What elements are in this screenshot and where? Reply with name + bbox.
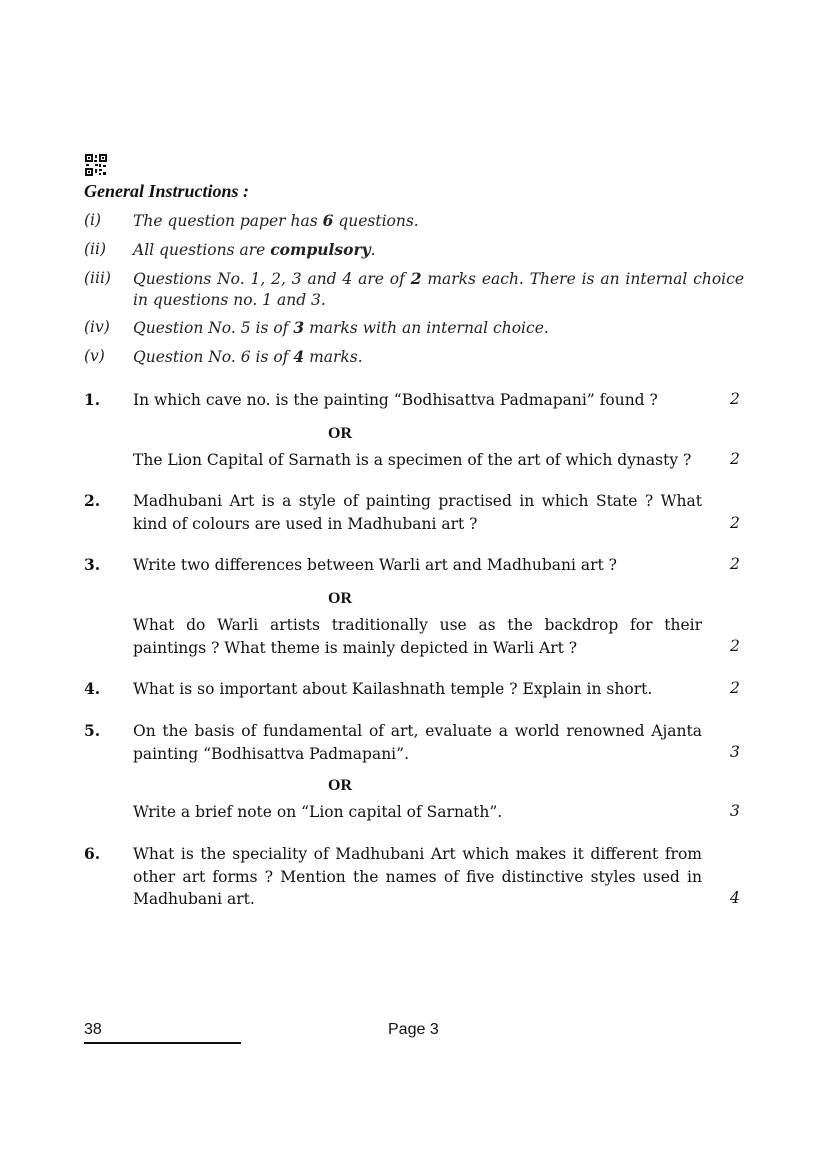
or-label: OR xyxy=(328,425,352,442)
question-text: Write two differences between Warli art and Madhubani art ? xyxy=(133,556,617,574)
instruction-number: (v) xyxy=(84,347,105,365)
instruction-item: (ii) All questions are compulsory. xyxy=(84,240,376,259)
or-label: OR xyxy=(328,590,352,607)
instruction-number: (iii) xyxy=(84,269,111,287)
page-number: Page 3 xyxy=(388,1021,439,1038)
question-1-alternative-marks: 2 xyxy=(730,450,740,468)
question-1-marks: 2 xyxy=(730,390,740,408)
question-1-alternative xyxy=(84,449,744,472)
instruction-item: (i) The question paper has 6 questions. xyxy=(84,211,419,230)
question-3-alternative xyxy=(84,614,744,659)
question-5-alternative-marks: 3 xyxy=(730,802,740,820)
qr-code-icon xyxy=(85,154,107,176)
footer-divider xyxy=(84,1042,241,1044)
question-text: What is so important about Kailashnath temple ? Explain in short. xyxy=(133,680,653,698)
question-4-marks: 2 xyxy=(730,679,740,697)
instruction-item: (iv) Question No. 5 is of 3 marks with an internal choice. xyxy=(84,318,549,337)
question-number: 4. xyxy=(84,679,101,698)
question-number: 5. xyxy=(84,721,101,740)
question-number: 2. xyxy=(84,491,101,510)
instruction-number: (iv) xyxy=(84,318,110,336)
question-text: Madhubani Art is a style of painting practised in which State ? What kind of colours are used in Madhubani art ? xyxy=(133,492,702,533)
question-3-marks: 2 xyxy=(730,555,740,573)
or-label: OR xyxy=(328,777,352,794)
question-2-marks: 2 xyxy=(730,514,740,532)
question-1 xyxy=(84,389,744,412)
question-text: What is the speciality of Madhubani Art which makes it different from other art forms ? Mention the names of five distinctive styles used in Madhubani art. xyxy=(133,845,702,908)
question-4 xyxy=(84,678,744,701)
question-number: 1. xyxy=(84,390,101,409)
question-2 xyxy=(84,490,744,535)
question-5 xyxy=(84,720,744,765)
question-6 xyxy=(84,843,744,911)
general-instructions-title: General Instructions : xyxy=(84,181,250,201)
question-5-marks: 3 xyxy=(730,743,740,761)
question-number: 6. xyxy=(84,844,101,863)
instruction-number: (i) xyxy=(84,211,102,229)
question-text: The Lion Capital of Sarnath is a specimen of the art of which dynasty ? xyxy=(133,451,692,469)
question-text: What do Warli artists traditionally use as the backdrop for their paintings ? What theme is mainly depicted in Warli Art ? xyxy=(133,616,702,657)
instructions-list xyxy=(84,210,744,375)
question-text: In which cave no. is the painting “Bodhisattva Padmapani” found ? xyxy=(133,391,658,409)
instruction-item: (v) Question No. 6 is of 4 marks. xyxy=(84,347,363,366)
question-5-alternative xyxy=(84,801,744,824)
question-number: 3. xyxy=(84,555,101,574)
question-3-alternative-marks: 2 xyxy=(730,637,740,655)
question-6-marks: 4 xyxy=(730,889,740,907)
instruction-item: (iii) Questions No. 1, 2, 3 and 4 are of 2 marks each. There is an internal choice in questions no. 1 and 3. xyxy=(84,269,744,309)
paper-code: 38 xyxy=(84,1021,102,1038)
question-text: On the basis of fundamental of art, evaluate a world renowned Ajanta painting “Bodhisattva Padmapani”. xyxy=(133,722,702,763)
question-3 xyxy=(84,554,744,577)
instruction-number: (ii) xyxy=(84,240,107,258)
question-text: Write a brief note on “Lion capital of Sarnath”. xyxy=(133,803,503,821)
